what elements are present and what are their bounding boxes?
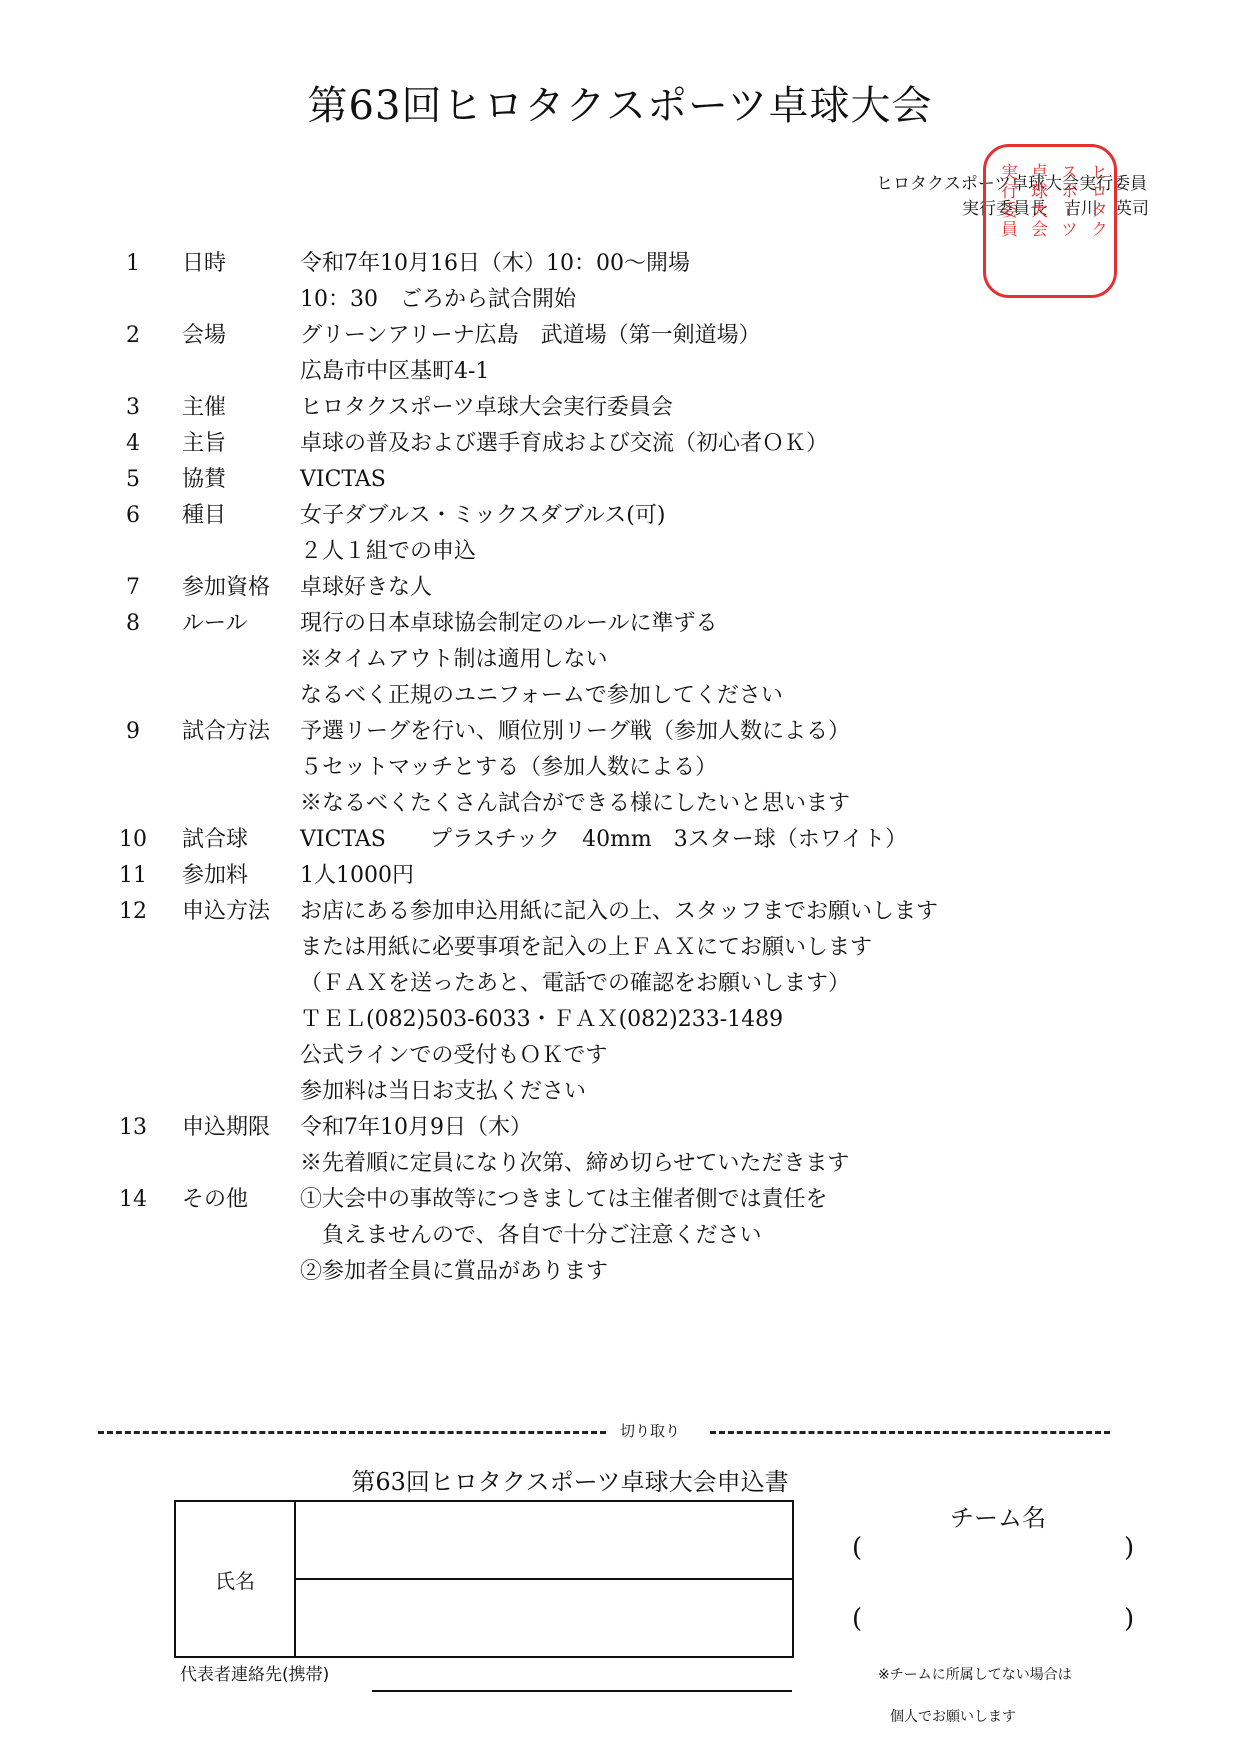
detail-row <box>0 1218 1240 1254</box>
detail-number: 11 <box>119 863 147 888</box>
detail-value: ①大会中の事故等につきましては主催者側では責任を <box>300 1187 828 1212</box>
detail-row <box>0 750 1240 786</box>
seal-text: 卓球大会 <box>1027 163 1047 239</box>
detail-number: 8 <box>126 611 140 636</box>
detail-value: 負えませんので、各自で十分ご注意ください <box>300 1223 762 1248</box>
detail-value: （ＦＡＸを送ったあと、電話での確認をお願いします） <box>300 971 851 996</box>
detail-value: VICTAS プラスチック 40mm 3スター球（ホワイト） <box>300 827 908 852</box>
detail-row <box>0 1182 1240 1218</box>
detail-number: 10 <box>119 827 147 852</box>
detail-value: お店にある参加申込用紙に記入の上、スタッフまでお願いします <box>300 899 939 924</box>
detail-label: 主催 <box>182 395 227 420</box>
detail-label: 試合方法 <box>182 719 271 744</box>
detail-value: 10：30 ごろから試合開始 <box>300 287 576 312</box>
detail-value: ※なるべくたくさん試合ができる様にしたいと思います <box>300 791 851 816</box>
detail-value: グリーンアリーナ広島 武道場（第一剣道場） <box>300 323 761 348</box>
detail-label: 試合球 <box>182 827 249 852</box>
name-field-2[interactable] <box>295 1579 793 1657</box>
detail-row <box>0 1074 1240 1110</box>
team-field-1-open: ( <box>852 1533 863 1563</box>
detail-row <box>0 642 1240 678</box>
detail-row <box>0 894 1240 930</box>
detail-row <box>0 498 1240 534</box>
entry-form-table <box>174 1500 794 1658</box>
detail-number: 13 <box>119 1115 147 1140</box>
detail-label: 主旨 <box>182 431 227 456</box>
organizer-chair: 実行委員長 吉川 英司 <box>962 199 1149 219</box>
detail-value: ５セットマッチとする（参加人数による） <box>300 755 718 780</box>
detail-row <box>0 1038 1240 1074</box>
detail-value: 令和7年10月16日（木）10：00〜開場 <box>300 251 690 276</box>
detail-label: 日時 <box>182 251 227 276</box>
detail-row <box>0 390 1240 426</box>
seal-text: スポーツ <box>1057 163 1077 239</box>
page-title: 第63回ヒロタクスポーツ卓球大会 <box>307 83 933 129</box>
detail-number: 1 <box>126 251 140 276</box>
detail-row <box>0 1254 1240 1290</box>
detail-label: 協賛 <box>182 467 227 492</box>
detail-value: なるべく正規のユニフォームで参加してください <box>300 683 783 708</box>
detail-row <box>0 1002 1240 1038</box>
detail-row <box>0 678 1240 714</box>
detail-row <box>0 858 1240 894</box>
detail-row <box>0 534 1240 570</box>
dashed-divider <box>98 1431 606 1434</box>
detail-number: 5 <box>126 467 140 492</box>
detail-row <box>0 822 1240 858</box>
team-field-1-close: ) <box>1124 1533 1135 1563</box>
detail-label: 種目 <box>182 503 227 528</box>
detail-value: 広島市中区基町4-1 <box>300 359 490 384</box>
detail-value: 1人1000円 <box>300 863 414 888</box>
detail-value: VICTAS <box>300 467 386 492</box>
detail-number: 2 <box>126 323 140 348</box>
detail-number: 6 <box>126 503 140 528</box>
team-note: 個人でお願いします <box>890 1709 1016 1725</box>
event-details-list <box>0 246 1240 1290</box>
detail-row <box>0 1110 1240 1146</box>
team-name-label: チーム名 <box>950 1504 1046 1532</box>
detail-value: 卓球好きな人 <box>300 575 433 600</box>
detail-row <box>0 354 1240 390</box>
detail-label: その他 <box>182 1187 249 1212</box>
detail-label: 申込期限 <box>182 1115 271 1140</box>
contact-field[interactable] <box>372 1690 792 1692</box>
detail-value: 令和7年10月9日（木） <box>300 1115 532 1140</box>
detail-value: 卓球の普及および選手育成および交流（初心者ＯＫ） <box>300 431 829 456</box>
detail-row <box>0 714 1240 750</box>
dashed-divider <box>710 1431 1110 1434</box>
detail-value: 現行の日本卓球協会制定のルールに準ずる <box>300 611 718 636</box>
name-label: 氏名 <box>175 1501 295 1657</box>
detail-value: ②参加者全員に賞品があります <box>300 1259 609 1284</box>
detail-row <box>0 462 1240 498</box>
detail-value: 公式ラインでの受付もＯＫです <box>300 1043 608 1068</box>
name-field-1[interactable] <box>295 1501 793 1579</box>
detail-number: 3 <box>126 395 140 420</box>
form-title: 第63回ヒロタクスポーツ卓球大会申込書 <box>351 1468 789 1496</box>
detail-number: 9 <box>126 719 140 744</box>
seal-text: ヒロタク <box>1087 163 1107 239</box>
cut-line-label: 切り取り <box>620 1422 681 1440</box>
detail-row <box>0 786 1240 822</box>
team-field-2-open: ( <box>852 1604 863 1634</box>
detail-label: 会場 <box>182 323 227 348</box>
team-field-2-close: ) <box>1124 1604 1135 1634</box>
detail-value: または用紙に必要事項を記入の上ＦＡＸにてお願いします <box>300 935 873 960</box>
detail-row <box>0 282 1240 318</box>
team-note: ※チームに所属してない場合は <box>878 1667 1072 1683</box>
detail-value: ※タイムアウト制は適用しない <box>300 647 608 672</box>
detail-row <box>0 1146 1240 1182</box>
seal-text: 実行委員 <box>997 163 1017 239</box>
detail-row <box>0 318 1240 354</box>
detail-value: ヒロタクスポーツ卓球大会実行委員会 <box>300 395 673 420</box>
detail-row <box>0 570 1240 606</box>
detail-label: 参加料 <box>182 863 249 888</box>
contact-label: 代表者連絡先(携帯) <box>180 1665 330 1685</box>
detail-value: 女子ダブルス・ミックスダブルス(可) <box>300 503 666 528</box>
detail-label: 参加資格 <box>182 575 271 600</box>
detail-value: 予選リーグを行い、順位別リーグ戦（参加人数による） <box>300 719 851 744</box>
detail-value: ２人１組での申込 <box>300 539 477 564</box>
detail-label: 申込方法 <box>182 899 271 924</box>
detail-value: 参加料は当日お支払ください <box>300 1079 587 1104</box>
detail-row <box>0 246 1240 282</box>
detail-value: ※先着順に定員になり次第、締め切らせていただきます <box>300 1151 850 1176</box>
detail-number: 7 <box>126 575 140 600</box>
detail-row <box>0 930 1240 966</box>
detail-value: ＴＥＬ(082)503-6033・ＦＡＸ(082)233-1489 <box>300 1007 784 1032</box>
organizer-name: ヒロタクスポーツ卓球大会実行委員 <box>876 174 1148 194</box>
detail-row <box>0 606 1240 642</box>
detail-label: ルール <box>182 611 248 636</box>
detail-row <box>0 966 1240 1002</box>
detail-number: 14 <box>119 1187 147 1212</box>
detail-row <box>0 426 1240 462</box>
detail-number: 4 <box>126 431 140 456</box>
cut-line <box>98 1420 1110 1442</box>
detail-number: 12 <box>119 899 147 924</box>
